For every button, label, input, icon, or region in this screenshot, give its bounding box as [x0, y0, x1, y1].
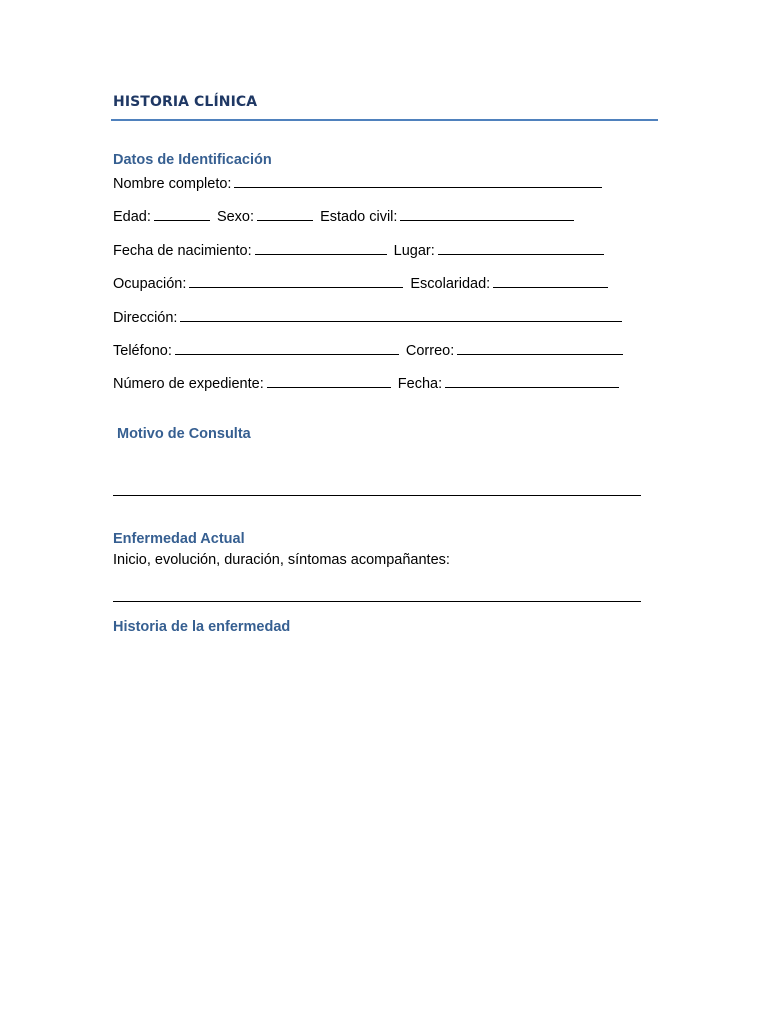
label-schooling: Escolaridad:: [410, 276, 491, 292]
label-occupation: Ocupación:: [113, 276, 187, 292]
sex-field[interactable]: [257, 206, 313, 221]
current-illness-field[interactable]: [113, 601, 641, 602]
label-birth-date: Fecha de nacimiento:: [113, 243, 252, 259]
label-full-name: Nombre completo:: [113, 176, 232, 192]
email-field[interactable]: [457, 340, 623, 355]
address-field[interactable]: [180, 307, 622, 322]
label-email: Correo:: [405, 343, 455, 359]
form-row-age-sex-marital: [113, 206, 577, 225]
form-row-phone-email: [113, 340, 626, 359]
form-row-birth: [113, 240, 607, 259]
document-title: HISTORIA CLÍNICA: [113, 94, 258, 110]
form-row-address: [113, 307, 625, 326]
section-heading-consultation-reason: Motivo de Consulta: [117, 426, 251, 442]
form-row-occupation-schooling: [113, 273, 611, 292]
title-underline: [111, 119, 658, 121]
birth-date-field[interactable]: [255, 240, 387, 255]
label-marital-status: Estado civil:: [320, 209, 398, 225]
label-birth-place: Lugar:: [393, 243, 435, 259]
occupation-field[interactable]: [189, 273, 403, 288]
label-record-number: Número de expediente:: [113, 376, 264, 392]
current-illness-prompt: Inicio, evolución, duración, síntomas acompañantes:: [113, 552, 450, 568]
schooling-field[interactable]: [493, 273, 608, 288]
birth-place-field[interactable]: [438, 240, 604, 255]
label-age: Edad:: [113, 209, 151, 225]
form-row-record-date: [113, 373, 622, 392]
form-row-full-name: [113, 173, 605, 192]
marital-status-field[interactable]: [400, 206, 574, 221]
consultation-reason-field[interactable]: [113, 495, 641, 496]
label-address: Dirección:: [113, 310, 178, 326]
label-phone: Teléfono:: [113, 343, 172, 359]
age-field[interactable]: [154, 206, 210, 221]
phone-field[interactable]: [175, 340, 399, 355]
section-heading-identification: Datos de Identificación: [113, 152, 272, 168]
record-number-field[interactable]: [267, 373, 391, 388]
label-sex: Sexo:: [216, 209, 255, 225]
date-field[interactable]: [445, 373, 619, 388]
full-name-field[interactable]: [234, 173, 602, 188]
label-date: Fecha:: [397, 376, 443, 392]
section-heading-illness-history: Historia de la enfermedad: [113, 619, 291, 635]
section-heading-current-illness: Enfermedad Actual: [113, 531, 245, 547]
